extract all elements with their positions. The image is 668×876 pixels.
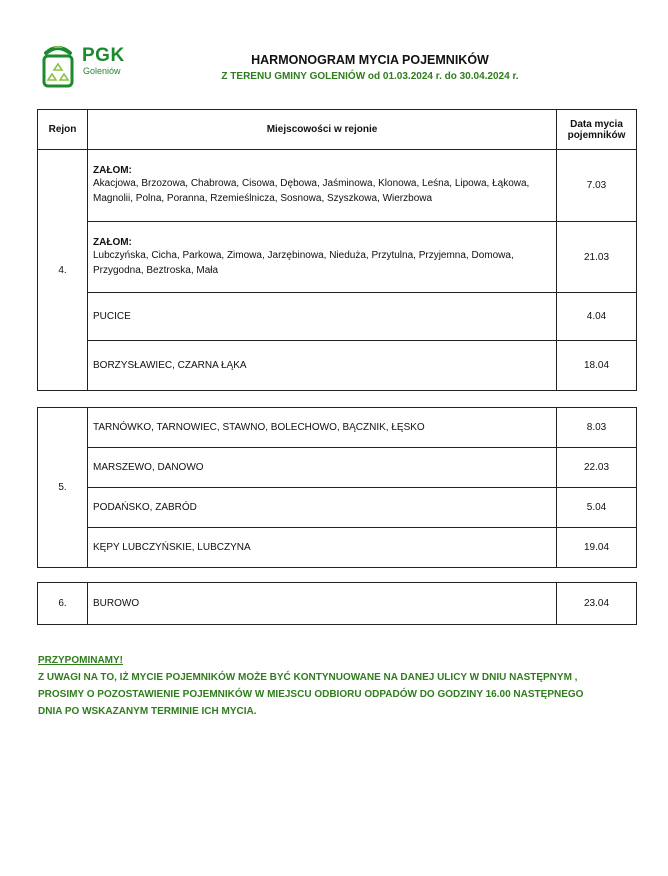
rejon-number: 6. [38, 583, 88, 625]
header-data-line2: pojemników [567, 129, 626, 141]
rejon-number: 4. [38, 150, 88, 391]
locations-cell: PODAŃSKO, ZABRÓD [88, 488, 557, 528]
table-row [38, 150, 637, 222]
locations-cell [88, 222, 557, 293]
zalom-label: ZAŁOM: [93, 165, 132, 176]
pgk-logo [40, 44, 140, 88]
reminder-title: PRZYPOMINAMY! [38, 655, 123, 666]
schedule-table-rejon-6 [37, 582, 637, 625]
rejon-number: 5. [38, 408, 88, 568]
table-row [38, 341, 637, 391]
locations-cell: MARSZEWO, DANOWO [88, 448, 557, 488]
reminder-note [38, 652, 638, 720]
recycling-bin-logo-icon [40, 44, 76, 88]
table-row [38, 488, 637, 528]
wash-date: 8.03 [557, 408, 637, 448]
table-header-row [38, 110, 637, 150]
table-row [38, 222, 637, 293]
table-row [38, 583, 637, 625]
reminder-line-3: DNIA PO WSKAZANYM TERMINIE ICH MYCIA. [38, 706, 257, 717]
wash-date: 4.04 [557, 293, 637, 341]
logo-name: PGK [82, 45, 125, 66]
table-row [38, 528, 637, 568]
document-subtitle: Z TERENU GMINY GOLENIÓW od 01.03.2024 r. do 30.04.2024 r. [221, 71, 519, 82]
wash-date: 23.04 [557, 583, 637, 625]
document-title: HARMONOGRAM MYCIA POJEMNIKÓW [251, 53, 489, 67]
locations-cell: PUCICE [88, 293, 557, 341]
locations-cell: BUROWO [88, 583, 557, 625]
wash-date: 22.03 [557, 448, 637, 488]
schedule-table-rejon-5 [37, 407, 637, 568]
header-rejon: Rejon [38, 110, 88, 150]
table-row [38, 408, 637, 448]
street-list: Akacjowa, Brzozowa, Chabrowa, Cisowa, Dębowa, Jaśminowa, Klonowa, Leśna, Lipowa, Łąkowa, Magnolii, Polna, Poranna, Rzemieślnicza, Sosnowa, Szyszkowa, Wierzbowa [93, 178, 530, 204]
wash-date: 5.04 [557, 488, 637, 528]
locations-cell: KĘPY LUBCZYŃSKIE, LUBCZYNA [88, 528, 557, 568]
reminder-line-1: Z UWAGI NA TO, IŻ MYCIE POJEMNIKÓW MOŻE BYĆ KONTYNUOWANE NA DANEJ ULICY W DNIU NASTĘPNYM , [38, 672, 578, 683]
locations-cell [88, 150, 557, 222]
logo-subtitle: Goleniów [83, 66, 121, 76]
street-list: Lubczyńska, Cicha, Parkowa, Zimowa, Jarzębinowa, Nieduża, Przytulna, Przyjemna, Domowa, Przygodna, Beztroska, Mała [93, 249, 514, 276]
header-miejscowosci: Miejscowości w rejonie [88, 110, 557, 150]
wash-date: 21.03 [557, 222, 637, 293]
table-row [38, 448, 637, 488]
document-header [150, 52, 590, 84]
header-data-line1: Data mycia [570, 118, 623, 130]
schedule-table-rejon-4 [37, 109, 637, 391]
reminder-line-2: PROSIMY O POZOSTAWIENIE POJEMNIKÓW W MIEJSCU ODBIORU ODPADÓW DO GODZINY 16.00 NASTĘPNEGO [38, 689, 584, 700]
zalom-label: ZAŁOM: [93, 236, 132, 248]
header-data [557, 110, 637, 150]
table-row [38, 293, 637, 341]
wash-date: 19.04 [557, 528, 637, 568]
locations-cell: TARNÓWKO, TARNOWIEC, STAWNO, BOLECHOWO, BĄCZNIK, ŁĘSKO [88, 408, 557, 448]
locations-cell: BORZYSŁAWIEC, CZARNA ŁĄKA [88, 341, 557, 391]
wash-date: 18.04 [557, 341, 637, 391]
wash-date: 7.03 [557, 150, 637, 222]
